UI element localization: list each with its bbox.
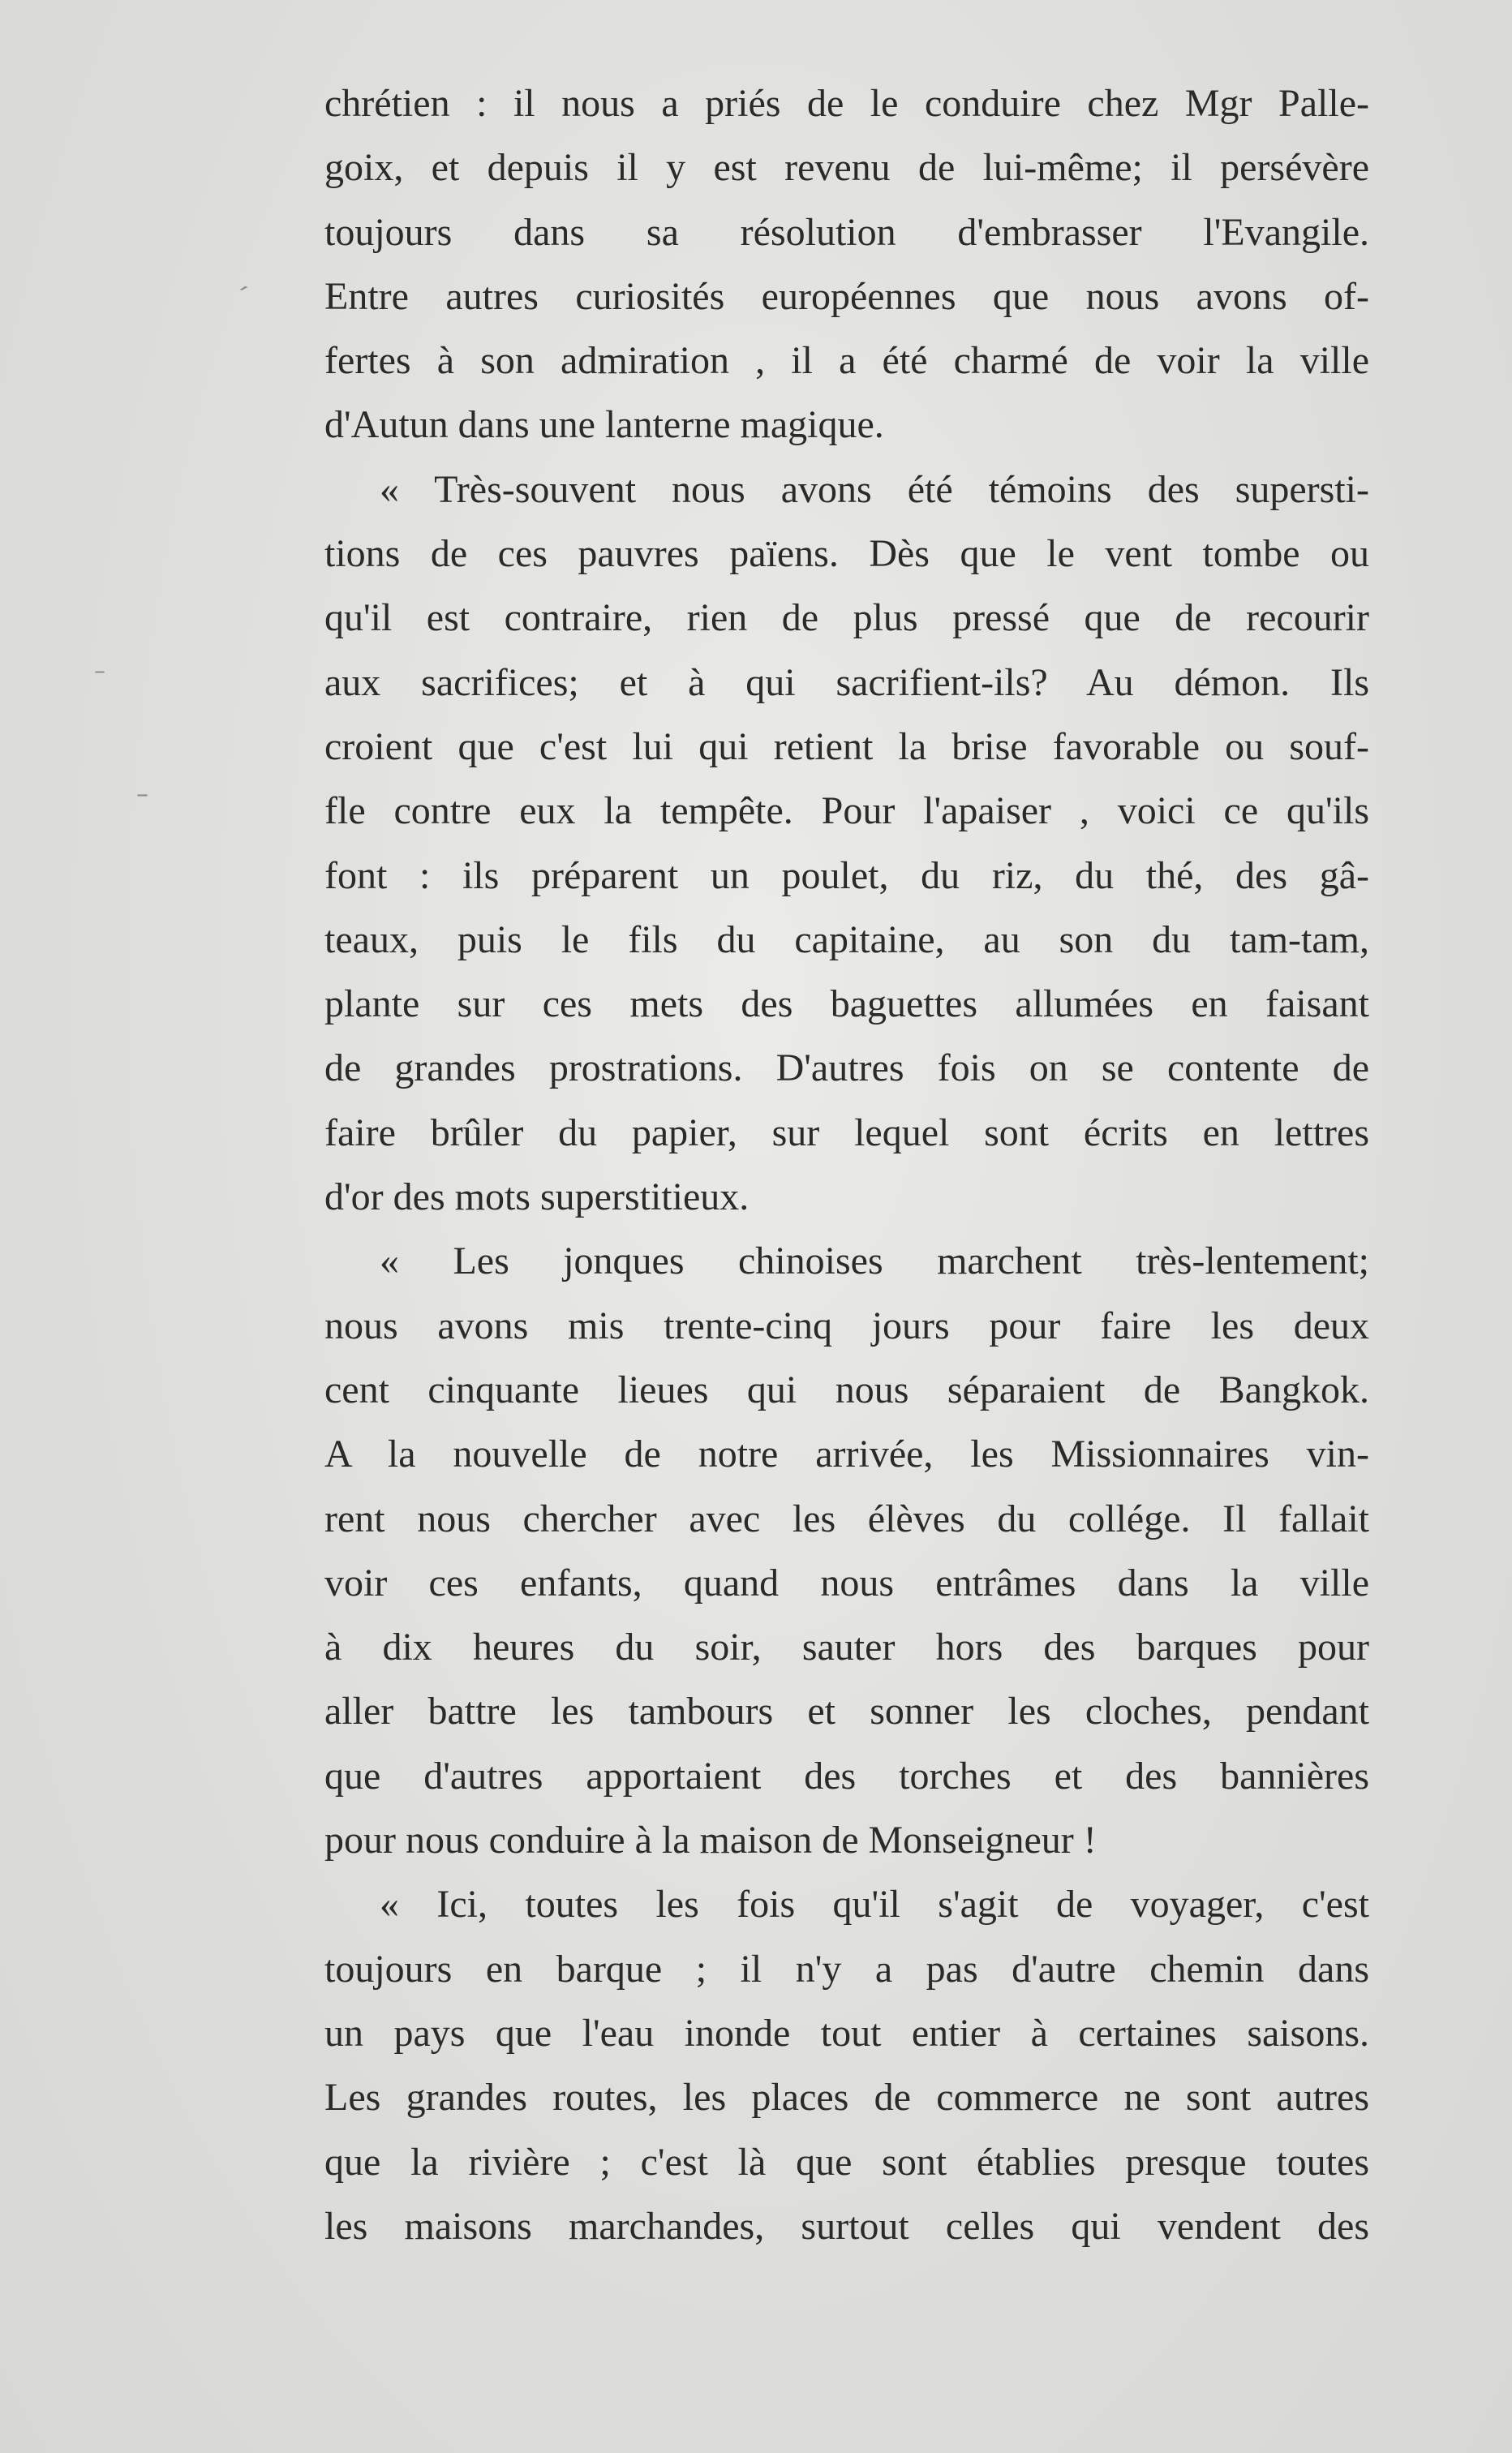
text-line: nous avons mis trente-cinq jours pour faire les deux: [324, 1304, 1369, 1347]
margin-speck: –: [94, 657, 105, 684]
text-line: Entre autres curiosités européennes que nous avons of-: [324, 274, 1369, 318]
text-line: A la nouvelle de notre arrivée, les Missionnaires vin-: [324, 1433, 1369, 1476]
text-line: qu'il est contraire, rien de plus pressé que de recourir: [324, 596, 1369, 640]
text-line: plante sur ces mets des baguettes allumées en faisant: [324, 982, 1369, 1026]
text-line: d'Autun dans une lanterne magique.: [324, 403, 884, 447]
text-line: voir ces enfants, quand nous entrâmes dans la ville: [324, 1561, 1369, 1605]
text-line: font : ils préparent un poulet, du riz, du thé, des gâ-: [324, 853, 1369, 897]
text-line: faire brûler du papier, sur lequel sont écrits en lettres: [324, 1111, 1369, 1154]
text-line: teaux, puis le fils du capitaine, au son du tam-tam,: [324, 917, 1369, 961]
margin-speck: –: [136, 780, 148, 809]
text-line: goix, et depuis il y est revenu de lui-même; il persévère: [324, 146, 1369, 190]
paragraph-start-line: « Ici, toutes les fois qu'il s'agit de voyager, c'est: [380, 1883, 1369, 1927]
text-line: à dix heures du soir, sauter hors des barques pour: [324, 1626, 1369, 1669]
text-line: que la rivière ; c'est là que sont établies presque toutes: [324, 2140, 1369, 2184]
text-line: les maisons marchandes, surtout celles qui vendent des: [324, 2204, 1369, 2248]
text-line: fle contre eux la tempête. Pour l'apaiser , voici ce qu'ils: [324, 789, 1369, 833]
text-line: fertes à son admiration , il a été charmé de voir la ville: [324, 339, 1369, 383]
text-line: chrétien : il nous a priés de le conduire chez Mgr Palle-: [324, 82, 1369, 125]
text-line: toujours en barque ; il n'y a pas d'autre chemin dans: [324, 1947, 1369, 1991]
text-line: tions de ces pauvres païens. Dès que le vent tombe ou: [324, 532, 1369, 576]
text-line: que d'autres apportaient des torches et des bannières: [324, 1754, 1369, 1798]
text-line: rent nous chercher avec les élèves du collége. Il fallait: [324, 1497, 1369, 1540]
text-line: aux sacrifices; et à qui sacrifient-ils? Au démon. Ils: [324, 660, 1369, 704]
text-line: pour nous conduire à la maison de Monseigneur !: [324, 1819, 1097, 1862]
margin-speck: ˏ: [234, 258, 260, 294]
text-line: croient que c'est lui qui retient la brise favorable ou souf-: [324, 724, 1369, 768]
paragraph-start-line: « Très-souvent nous avons été témoins des supersti-: [380, 467, 1369, 511]
text-line: un pays que l'eau inonde tout entier à certaines saisons.: [324, 2011, 1369, 2055]
text-line: d'or des mots superstitieux.: [324, 1175, 750, 1219]
text-line: aller battre les tambours et sonner les cloches, pendant: [324, 1690, 1369, 1733]
text-line: toujours dans sa résolution d'embrasser l'Evangile.: [324, 210, 1369, 254]
text-line: de grandes prostrations. D'autres fois on se contente de: [324, 1046, 1369, 1090]
text-line: Les grandes routes, les places de commerce ne sont autres: [324, 2076, 1369, 2120]
body-text: [324, 71, 1369, 2258]
text-line: cent cinquante lieues qui nous séparaient de Bangkok.: [324, 1368, 1369, 1411]
paragraph-start-line: « Les jonques chinoises marchent très-lentement;: [380, 1239, 1369, 1283]
